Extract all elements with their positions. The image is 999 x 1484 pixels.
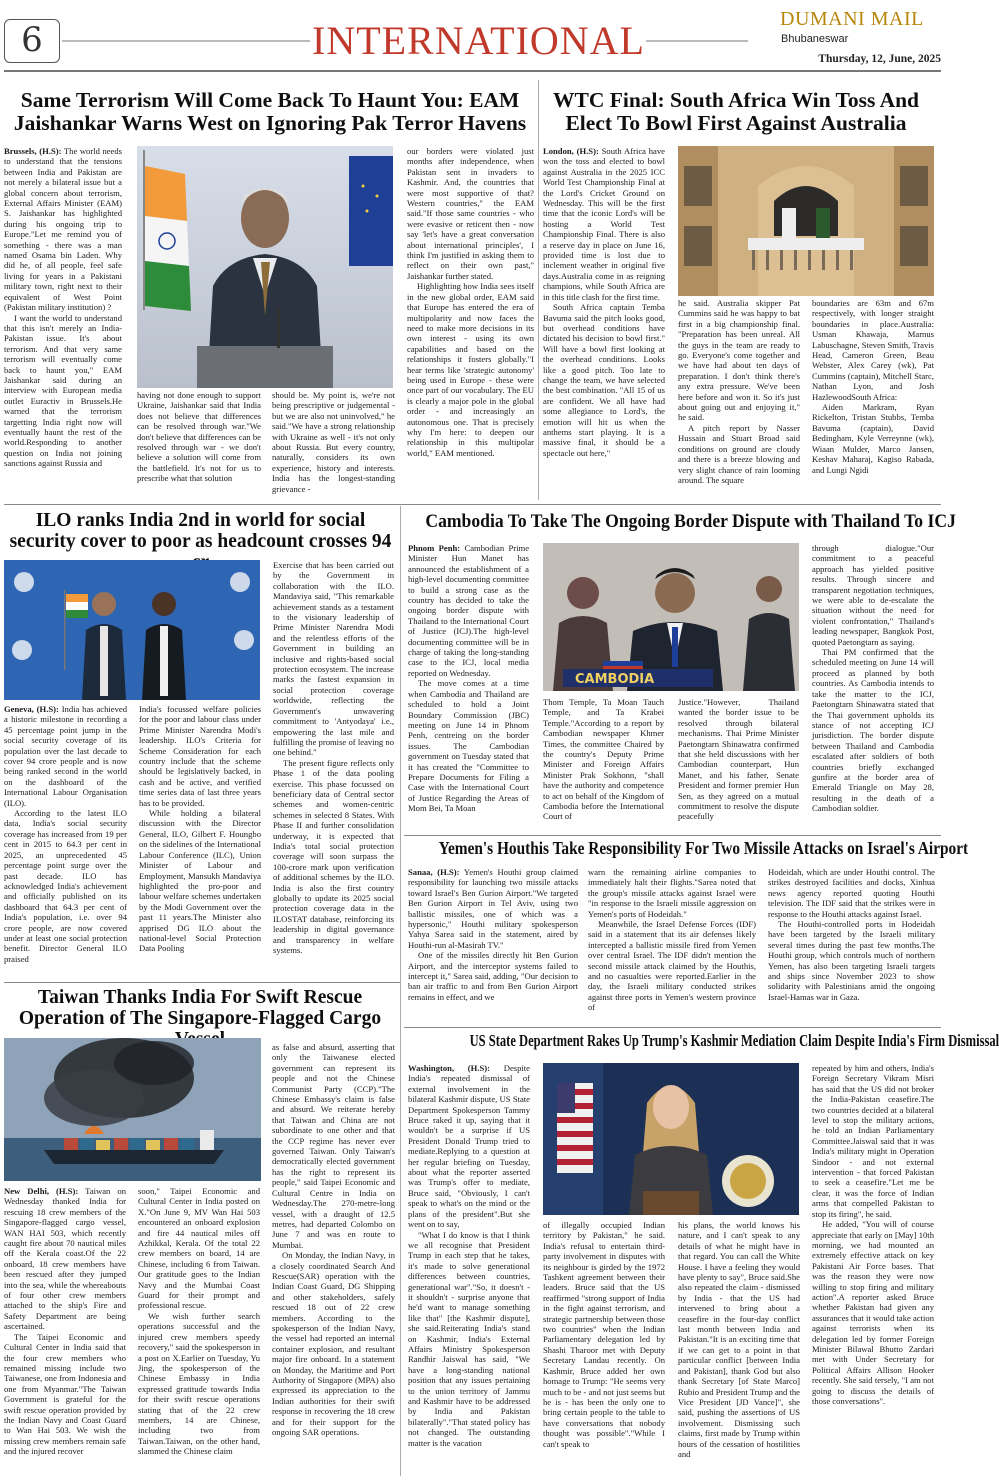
ilo-body-2b: While holding a bilateral discussion with the Director General, ILO, Gilbert F. Houngbo on the sidelines of the International Labour Conference (ILC), Union Minister of Labour and Employment, Mansukh Mandaviya highlighted the pro-poor and labour welfare schemes undertaken by the Modi Government over the past 11 years.The Minister also apprised DG ILO about the national-level Social Protection Data Pooling xyxy=(139,808,261,954)
cambodia-photo xyxy=(543,543,799,691)
wtc-body-1b: South Africa captain Temba Bavuma said the pitch looks good, but overhead conditions have dictated his decision to bowl first." Will have a bowl first looking at the overhead conditions. Looks like a good pitch. Too late to change the team, we have selected the best combination. "All 15 of us are confident. We all have had some allegiance to Lord's, the emotion will hit us when the anthems start playing. It is a massive final, it should be a spectacle out here," xyxy=(543,302,665,458)
eam-body-1: The world needs to understand that the tensions between India and Pakistan are not merely a bilateral issue but a global concern about terrorism, External Affairs Minister (EAM) S. Jaishankar has highlighted during his ongoing trip to Europe."Let me remind you of something - there was a man named Osama bin Laden. Why did he, of all people, feel safe living for years in a Pakistani military town, right next to their equivalent of West Point (Pakistan military institution) ? xyxy=(4,146,123,313)
us-body-2: of illegally occupied Indian territory by Pakistan," he said. India's refusal to entertain third-party involvement in disputes with its neighbour is girded by the 1972 Tashkent agreement between their leaders. Bruce said that the US reaffirmed "strong support of India in the fight against terrorism, and strategic partnership between those two countries" when the Indian Parliamentary delegation led by Shashi Tharoor met with Deputy Secretary Landau recently. On Kashmir, Bruce added her own homage to Trump: "He seems very much to be - and not just seems but he is - has been the only one to bring certain people to the table to have conversations that nobody thought was possible"."While I can't speak to xyxy=(543,1220,665,1449)
wtc-body-2b: A pitch report by Nasser Hussain and Stuart Broad said conditions on ground are cloudy and there is a breeze blowing and very slight chance of rain looming around. The square xyxy=(678,422,800,485)
ilo-col2 xyxy=(139,704,261,979)
cambodia-col3 xyxy=(678,697,799,833)
ilo-photo-svg xyxy=(4,560,260,700)
us-body-1b: "What I do know is that I think we all recognise that President Trump in each step that he takes, it's made to solve generational differences between countries, generational war"."So, it doesn't - it shouldn't - surprise anyone that he'd want to manage something like that" [the Kashmir dispute], she said.Reiterating India's stand on Kashmir, India's External Affairs Ministry Spokesperson Randhir Jaiswal has said, "We have a long-standing national position that any issues pertaining to the union territory of Jammu and Kashmir have to be addressed by India and Pakistan bilaterally"."That stated policy has not changed. The outstanding matter is the vacation xyxy=(408,1229,530,1448)
eam-body-2: having not done enough to support Ukraine, Jaishankar said that India does not believe that differences can be resolved through war."We don't believe that differences can be resolved through war - we don't believe a solution will come from the battlefield. It's not for us to prescribe what that solution xyxy=(137,390,261,484)
divider-vertical-mid xyxy=(400,506,401,1476)
houthi-body-2: warn the remaining airline companies to immediately halt their flights."Sarea noted that the group's missile attacks against Israel were "in response to the Israeli missile aggression on Yemen's ports of Hodeidah." xyxy=(588,867,756,919)
divider-houthi xyxy=(404,835,941,836)
houthi-body-2b: Meanwhile, the Israel Defense Forces (IDF) said in a statement that its air defenses likely intercepted a ballistic missile fired from Yemen over central Israel. The IDF didn't mention the second missile attack claimed by the Houthis, and no casualties were reported.Earlier in the day, the Israeli military conducted strikes against three ports in Yemen's western province of xyxy=(588,919,756,1013)
eam-photo-svg xyxy=(137,146,393,388)
cambodia-photo-svg xyxy=(543,543,799,691)
eam-body-4: our borders were violated just months after independence, when Pakistan sent in invaders to Kashmir. And, the countries that were most supportive of that? Western countries," the EAM said."If those same countries - who were evasive or reticent then - now say 'let's have a great conversation about international principles', I think I'm justified in asking them to reflect on their own past," Jaishankar further stated. xyxy=(407,146,534,281)
ilo-dateline: Geneva, (H.S): xyxy=(4,704,59,714)
eam-col2 xyxy=(137,390,261,502)
us-body-4b: He added, "You will of course appreciate that early on [May] 10th morning, we had mounted an extremely effective attack on key Pakistani Air Force bases. That was the reason they were now willing to stop firing and military action".A reporter asked Bruce whether Pakistan had given any assurances that it would take action against terrorists when its delegation led by former Foreign Minister Bilawal Bhutto Zardari met with Under Secretary for Political Affairs Allison Hooker recently. She said tersely, "I am not going to discuss the details of those conversations". xyxy=(812,1219,934,1406)
us-seal xyxy=(722,1155,774,1207)
houthi-body-1b: One of the missiles directly hit Ben Gurion Airport, and the interceptor systems failed to intercept it," Sarea said, adding, "Our decision to ban air traffic to and from Ben Gurion Airport remains in effect, and we xyxy=(408,950,578,1002)
ilo-col3 xyxy=(273,560,394,979)
taiwan-body-3: as false and absurd, asserting that only the Taiwanese elected government can represent its people and not the Chinese Communist Party (CCP)."The Chinese Embassy's claim is false and absurd. We reiterate hereby that Taiwan and China are not subordinate to one other and that the CCP regime has never ever governed Taiwan. Only Taiwan's democratically elected government has the right to represent its people," said Taipei Economic and Cultural Centre in India on Wednesday.The 270-metre-long vessel, with a draught of 12.5 metres, had departed Colombo on June 7 and was en route to Mumbai. xyxy=(272,1042,395,1250)
captain-left xyxy=(782,208,796,238)
cambodia-body-1b: The move comes at a time when Cambodia and Thailand are scheduled to hold a Joint Boundary Commission (JBC) meeting on June 14 in Phnom Penh, centreing on the border issues. The Cambodian government on Tuesday stated that it has created the "Committee to Prepare Documents for Filing a Case with the International Court of Justice Regarding the Areas of Mom Bei, Ta Moan xyxy=(408,678,529,814)
wtc-col2 xyxy=(678,298,800,502)
headline-taiwan: Taiwan Thanks India For Swift Rescue Operation of The Singapore-Flagged Cargo xyxy=(18,987,382,1030)
houthi-body-3: Hodeidah, which are under Houthi control. The strikes destroyed facilities and docks, Xinhua news agency reported quoting Houthi television. The IDF said that the strikes were in response to the Houthi attacks against Israel. xyxy=(768,867,935,919)
taiwan-col3 xyxy=(272,1042,395,1476)
taiwan-body-1: Taiwan on Wednesday thanked India for rescuing 18 crew members of the Singapore-flagged cargo vessel, WAN HAI 503, which recently caught fire about 70 nautical miles off the Kerala coast.Of the 22 onboard, 18 crew members have been rescued after they jumped into the sea, while the whereabouts of four other crew members attached to the ship's Fire and Safety Department are being ascertained. xyxy=(4,1186,126,1332)
ilo-body-3b: The present figure reflects only Phase 1 of the data pooling exercise. This phase focussed on beneficiary data of Central sector schemes and women-centric schemes in selected 8 States. With Phase II and further consolidation underway, it is expected that India's total social protection coverage will soon surpass the 100-crore mark upon verification of additional schemes by the ILO. India is also the first country globally to update its 2025 social protection coverage data in the ILOSTAT database, reinforcing its leadership in digital governance and transparency in welfare systems. xyxy=(273,757,394,956)
headline-ilo: ILO ranks India 2nd in world for social security cover to poor as headcount crosses 94 xyxy=(9,510,392,553)
wtc-photo-svg xyxy=(678,146,934,296)
wtc-body-3: boundaries are 63m and 67m respectively, with longer straight boundaries in place.Australia: Usman Khawaja, Marnus Labuschagne, Steven Smith, Travis Head, Cameron Green, Beau Webster, Alex Carey (wk), Pat Cummins (captain), Mitchell Starc, Nathan Lyon, and Josh HazlewoodSouth Africa: xyxy=(812,298,934,402)
us-col2 xyxy=(543,1220,665,1476)
cambodia-body-4b: Thai PM confirmed that the scheduled meeting on June 14 will proceed as planned by both countries. As Cambodia intends to take the matter to the ICJ, Paetongtarn Shinawatra stated that the Thai government upholds its stance of not accepting ICJ jurisdiction. The border dispute between Thailand and Cambodia escalated after soldiers of both countries briefly exchanged gunfire at the border area of Emerald Triangle on May 28, resulting in the death of a Cambodian soldier. xyxy=(812,647,934,814)
eam-body-1b: I want the world to understand that this isn't merely an India-Pakistan issue. It's about terrorism. And that very same terrorism will eventually come back to haunt you," EAM Jaishankar said during an interview with European media outlet Euractiv in Brussels.He warned that the terrorism targetting India right now will eventually haunt the rest of the world.Responding to another question on India not joining sanctions against Russia and xyxy=(4,312,122,469)
wtc-body-1: South Africa have won the toss and elected to bowl against Australia in the 2025 ICC World Test Championship Final at the Lord's Cricket Ground on Wednesday. This will be the first time that the iconic Lord's will be hosting a World Test Championship Final. There is also a reserve day in place on June 16, provided time is lost due to inclement weather in original five days.Australia come in as reigning champions, while South Africa are in this title clash for the first time. xyxy=(543,146,665,302)
eam-col4 xyxy=(407,146,534,502)
section-title: INTERNATIONAL xyxy=(312,18,645,63)
divider-row-taiwan xyxy=(4,982,400,983)
headline-us: US State Department Rakes Up Trump's Kashmir Mediation Claim Despite India's Firm Dismissal xyxy=(469,1031,999,1050)
taiwan-col2 xyxy=(138,1186,260,1476)
ilo-body-1: India has achieved a historic milestone in recording a 45 percentage point jump in the social security coverage of its population over the last decade to cover 94 crore people and is now being ranked second in the world on the dashboard of the International Labour Organisation (ILO). xyxy=(4,704,127,808)
taiwan-photo xyxy=(4,1038,261,1181)
wtc-body-2: he said. Australia skipper Pat Cummins said he was happy to bat first in a big championship final. "Preparation has been unreal. All the guys in the team are ready to go. Everyone's come together and we have had about ten days of preparation. I don't think there's any extra pressure. We've been here before and won it. So it's just about going out and enjoying it," he said. xyxy=(678,298,800,423)
headline-eam: Same Terrorism Will Come Back To Haunt You: EAM Jaishankar Warns West on Ignoring Pak Terror Havens xyxy=(13,88,527,136)
eam-dateline: Brussels, (H.S): xyxy=(4,146,62,156)
us-body-4: repeated by him and others, India's Foreign Secretary Vikram Misri has said that the US did not broker the India-Pakistan ceasefire.The two countries decided at a bilateral level to stop the military actions, he told an Indian Parliamentary Committee.Jaiswal said that it was India's military might in Operation Sindoor - and not external intervention - that forced Pakistan to seek a ceasefire."Let me be clear, it was the force of Indian arms that compelled Pakistan to stop its firing", he said. xyxy=(812,1063,934,1219)
city: Bhubaneswar xyxy=(781,33,849,45)
divider-vertical-top xyxy=(538,80,539,500)
us-body-1: Despite India's repeated dismissal of external involvement in the bilateral Kashmir dispute, US State Department Spokesperson Tammy Bruce raked it up, saying that it wouldn't be a surprise if US President Donald Trump tried to mediate.Replying to a question at her regular briefing on Tuesday, about what the reporter asserted was Trump's offer to mediate, Bruce said, "Obviously, I can't speak to what's on the mind or the plans of the president".But she went on to say, xyxy=(408,1063,530,1230)
wtc-dateline: London, (H.S): xyxy=(543,146,599,156)
taiwan-body-2: soon," Taipei Economic and Cultural Center in India posted on X."On June 9, MV Wan Hai 503 encountered an onboard explosion and fire 44 nautical miles off Azhikkal, Kerala. Of the total 22 crew members on board, 14 are Chinese, including 6 from Taiwan. Our gratitude goes to the Indian Navy and the Mumbai Coast Guard for their prompt and professional rescue. xyxy=(138,1186,260,1311)
cambodia-body-3: Justice."However, Thailand wanted the border issue to be resolved through bilateral mechanisms. Thai Prime Minister Paetongtarn Shinawatra confirmed that she held discussions with her Cambodian counterpart, Hun Manet, and his father, Senate President and former premier Hun Sen, as they agreed on a mutual commitment to resolve the dispute peacefully xyxy=(678,697,799,822)
cambodia-col4 xyxy=(812,543,934,833)
cambodia-banner-text: CAMBODIA xyxy=(575,672,655,687)
masthead-rule-left xyxy=(62,40,310,42)
ilo-photo xyxy=(4,560,260,700)
cambodia-col2 xyxy=(543,697,664,833)
houthi-col2 xyxy=(588,867,756,1025)
microphone xyxy=(277,306,280,348)
us-dateline: Washington, (H.S): xyxy=(408,1063,491,1073)
captain-right xyxy=(816,208,830,238)
taiwan-body-1b: The Taipei Economic and Cultural Center in India said that the four crew members who remained missing include two Taiwanese, one from Indonesia and one from Myanmar."The Taiwan Government is grateful for the swift rescue operation provided by the Indian Navy and Coast Guard to Wan Hai 503. We wish the missing crew members remain safe and the injured recover xyxy=(4,1331,126,1457)
divider-row1 xyxy=(4,504,941,505)
podium xyxy=(643,1191,699,1215)
us-flag xyxy=(557,1083,593,1173)
cambodia-dateline: Phnom Penh: xyxy=(408,543,461,553)
wtc-col1 xyxy=(543,146,665,502)
eam-photo xyxy=(137,146,393,388)
masthead-bottom-rule xyxy=(4,70,941,72)
taiwan-photo-svg xyxy=(4,1038,261,1181)
cambodia-body-2: Thom Temple, Ta Moan Tauch Temple, and Ta Krabei Temple."According to a report by Cambodian newspaper Khmer Times, the committee Chaired by the country's Deputy Prime Minister and Foreign Affairs Minister Prak Sokhonn, "shall have the authority and competence to act on behalf of the Kingdom of Cambodia before the International Court of xyxy=(543,697,664,822)
ilo-body-2: India's focussed welfare policies for the poor and labour class under Prime Minister Narendra Modi's leadership. ILO's Criteria for Scheme Consideration for each country include that the scheme should be legislatively backed, in cash and be active, and verified time series data of last three years has to be provided. xyxy=(139,704,261,808)
ilo-body-3: Exercise that has been carried out by the Government in collaboration with the ILO. Mandaviya said, "This remarkable achievement stands as a testament to the visionary leadership of Prime Minister Narendra Modi and the relentless efforts of the Government in building an inclusive and rights-based social protection ecosystem. The increase marks the fastest expansion in social protection coverage worldwide, reflecting the Government's unwavering commitment to 'Antyodaya' i.e., empowering the last mile and fulfilling the promise of leaving no one behind." xyxy=(273,560,394,758)
us-col1 xyxy=(408,1063,530,1476)
eam-col3 xyxy=(272,390,395,502)
divider-us xyxy=(404,1027,941,1028)
houthi-body-3b: The Houthi-controlled ports in Hodeidah have been targeted by the Israeli military several times during the past few months.The Houthi group, which controls much of northern Yemen, has also been targeting Israeli targets and ships since November 2023 to show solidarity with Palestinians amid the ongoing Israel-Hamas war in Gaza. xyxy=(768,919,935,1002)
us-col4 xyxy=(812,1063,934,1476)
eam-body-3: should be. My point is, we're not being prescriptive or judgemental - but we are also not uninvolved," he said."We have a strong relationship with Ukraine as well - it's not only about Russia. But every country, naturally, considers its own experience, history and interests. India has the longest-standing grievance - xyxy=(272,390,395,494)
wtc-body-3b: Aiden Markram, Ryan Rickelton, Tristan Stubbs, Temba Bavuma (captain), David Bedingham, Kyle Verreynne (wk), Wiaan Mulder, Marco Jansen, Keshav Maharaj, Kagiso Rabada, and Lungi Ngidi xyxy=(812,402,934,475)
issue-date: Thursday, 12, June, 2025 xyxy=(818,53,941,65)
page-number: 6 xyxy=(21,20,43,60)
houthi-col1 xyxy=(408,867,578,1025)
eam-body-4b: Highlighting how India sees itself in the new global order, EAM said that Europe has entered the era of multipolarity and now faces the need to make more decisions in its own interest - using its own capabilities and based on the relationships it fosters globally."I hear terms like 'strategic autonomy' being used in Europe - these were once part of our vocabulary. The EU is clearly a major pole in the global order - and increasingly an autonomous one. That is precisely why I'm here: to deepen our relationship in this multipolar world," EAM mentioned. xyxy=(407,281,534,458)
houthi-col3 xyxy=(768,867,935,1025)
paper-name: DUMANI MAIL xyxy=(780,8,924,30)
india-flag xyxy=(143,150,191,311)
taiwan-body-3b: On Monday, the Indian Navy, in a closely coordinated Search And Rescue(SAR) operation with the Indian Coast Guard, DG Shipping and other stakeholders, safely rescued 18 out of 22 crew members. According to the spokesperson of the Indian Navy, the vessel had reported an internal container explosion, and resultant major fire onboard. In a statement on Monday, the Maritime and Port Authority of Singapore (MPA) also expressed its appreciation to the Indian authorities for their swift response in recovering the 18 crew and for their support for the ongoing SAR operations. xyxy=(272,1250,395,1438)
houthi-body-1: Yemen's Houthi group claimed responsibility for launching two missile attacks toward Israel's Ben Gurion Airport."We targeted Ben Gurion Airport in Tel Aviv, using two ballistic missiles, one of which was a hypersonic," Houthi military spokesperson Yahya Sarea said in the statement, aired by Houthi-run al-Masirah TV." xyxy=(408,867,578,950)
taiwan-body-2b: We wish further search operations successful and the injured crew members speedy recovery," said the spokesperson in a post on X.Earlier on Tuesday, Yu Jing, the spokesperson of the Chinese Embassy in India expressed gratitude towards India for their swift rescue operations stating that of the 22 crew members, 14 are Chinese, including two from Taiwan.Taiwan, on the other hand, slammed the Chinese claim xyxy=(138,1310,260,1457)
us-photo-svg xyxy=(543,1063,799,1215)
wtc-photo xyxy=(678,146,934,296)
taiwan-dateline: New Delhi, (H.S): xyxy=(4,1186,79,1196)
masthead-rule-right xyxy=(646,40,748,42)
houthi-dateline: Sanaa, (H.S): xyxy=(408,867,460,877)
us-photo xyxy=(543,1063,799,1215)
wtc-col3 xyxy=(812,298,934,502)
cambodia-body-4: through dialogue."Our commitment to a peaceful approach has yielded positive results. Through sincere and transparent negotiation techniques, we were able to de-escalate the situation without the need for violent confrontation," Thailand's leading newspaper, Bangkok Post, quoted Paetongtarn as saying. xyxy=(812,543,934,647)
taiwan-col1 xyxy=(4,1186,126,1476)
cambodia-col1 xyxy=(408,543,529,833)
eam-col1 xyxy=(4,146,122,501)
podium xyxy=(197,346,333,388)
headline-cambodia: Cambodia To Take The Ongoing Border Dispute with Thailand To ICJ xyxy=(425,511,956,532)
eu-flag xyxy=(349,156,393,266)
headline-wtc: WTC Final: South Africa Win Toss And Elect To Bowl First Against Australia xyxy=(552,88,920,136)
ilo-col1 xyxy=(4,704,127,979)
cambodia-body-1: Cambodian Prime Minister Hun Manet has announced the establishment of a high-level documenting committee to build a strong case as the country has decided to take the ongoing border dispute with Thailand to the International Court of Justice (ICJ).The high-level documenting committee will be in charge of taking the long-standing case to the ICJ, local media reported on Wednesday. xyxy=(408,543,530,678)
page-number-box xyxy=(4,19,60,63)
headline-houthi: Yemen's Houthis Take Responsibility For Two Missile Attacks on Israel's Airport xyxy=(438,838,969,858)
us-body-3: his plans, the world knows his nature, and I can't speak to any details of what he might have in that regard. You can call the White House. I have a feeling they would have plenty to say", Bruce said.She also repeated the claim - dismissed by India - that the US had intervened to bring about a ceasefire in the four-day conflict last month between India and Pakistan."It is an exciting time that if we can get to a point in that particular conflict [between India and Pakistan], thank God but also thank Secretary [of State Marco] Rubio and President Trump and the Vice President [JD Vance]", she said, pushing the assertions of US involvement. Dismissing such claims, first made by Trump within hours of the cessation of hostilities and xyxy=(678,1220,800,1459)
ilo-body-1b: According to the latest ILO data, India's social security coverage has increased from 19 per cent in 2015 to 64.3 per cent in 2025, an unprecedented 45 percentage point surge over the past decade. ILO has acknowledged India's achievement and officially published on its dashboard that 64.3 per cent of India's population, i.e. over 94 crore people, are now covered under at least one social protection benefit. Director General ILO praised xyxy=(4,808,127,964)
us-col3 xyxy=(678,1220,800,1476)
